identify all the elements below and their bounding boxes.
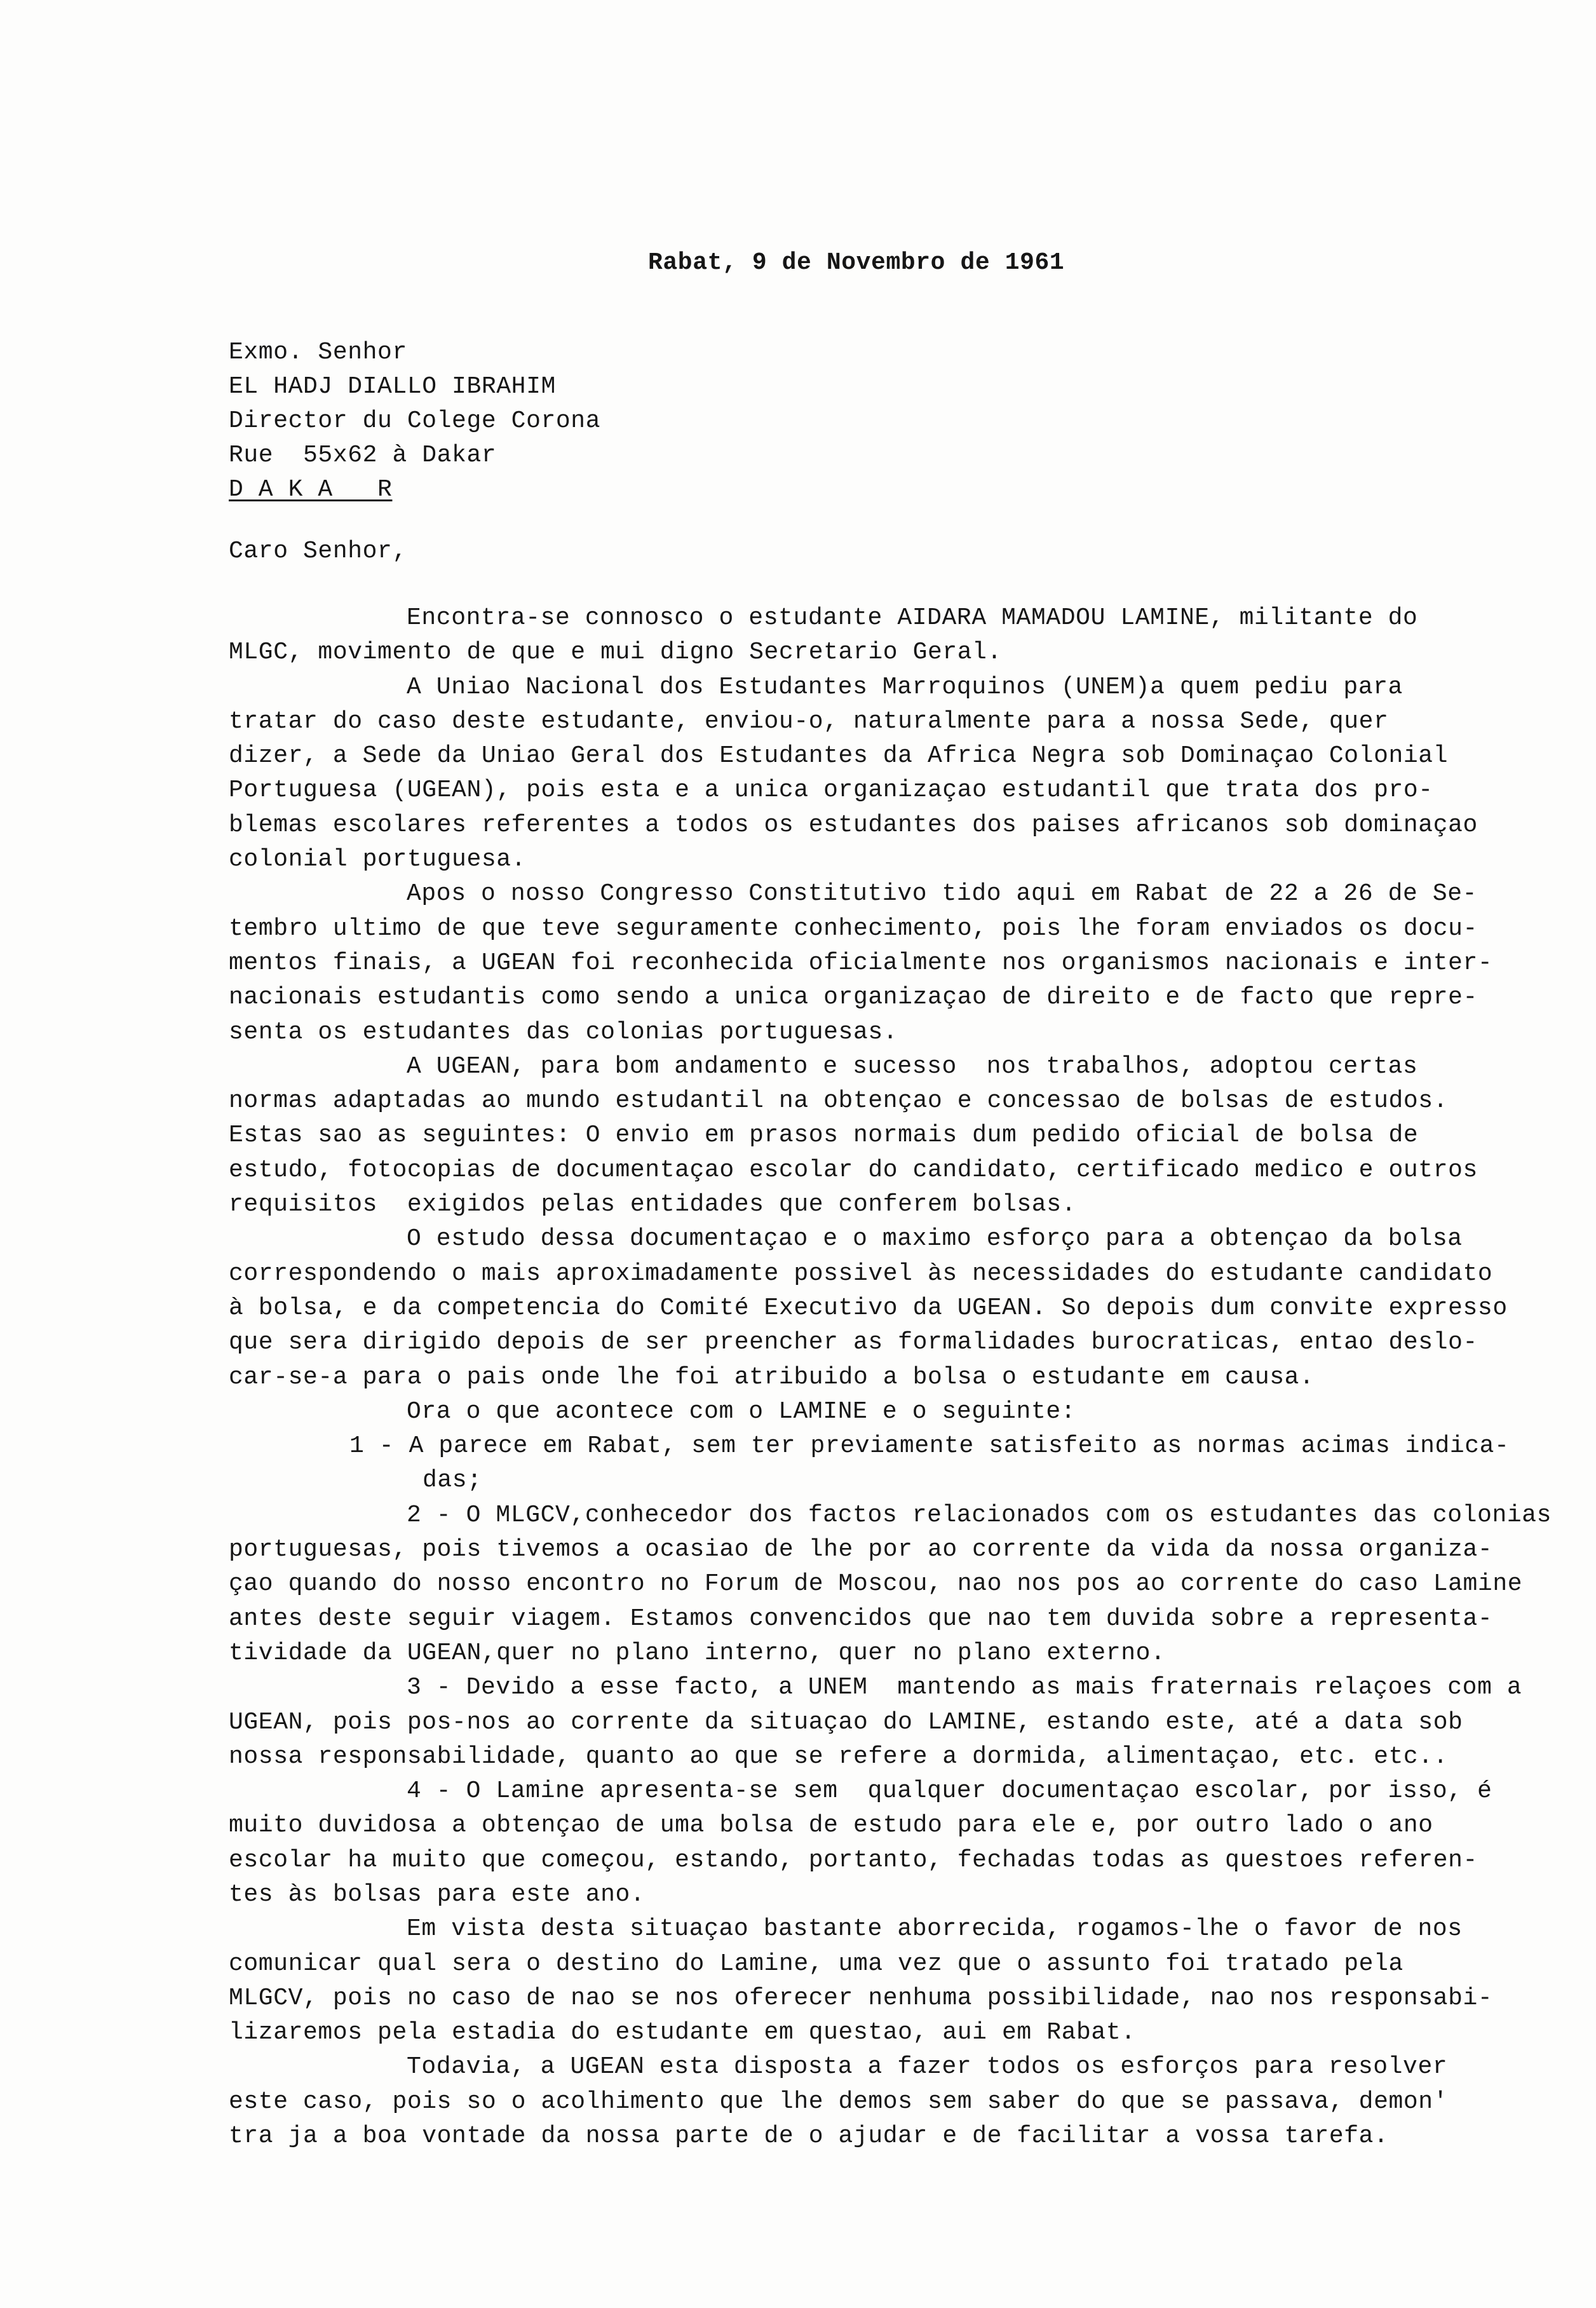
letter-body bbox=[229, 601, 1576, 2154]
body-line: MLGCV, pois no caso de nao se nos oferecer nenhuma possibilidade, nao nos responsabi- bbox=[229, 1984, 1493, 2012]
body-line: escolar ha muito que começou, estando, portanto, fechadas todas as questoes referen- bbox=[229, 1846, 1478, 1874]
address-line: Exmo. Senhor bbox=[229, 339, 407, 366]
body-line: correspondendo o mais aproximadamente possivel às necessidades do estudante candidato bbox=[229, 1259, 1493, 1287]
body-line: mentos finais, a UGEAN foi reconhecida oficialmente nos organismos nacionais e inter- bbox=[229, 949, 1493, 977]
numbered-item: 2 - O MLGCV,conhecedor dos factos relacionados com os estudantes das colonias bbox=[407, 1501, 1552, 1529]
body-line: lizaremos pela estadia do estudante em questao, aui em Rabat. bbox=[229, 2019, 1136, 2047]
body-line: çao quando do nosso encontro no Forum de Moscou, nao nos pos ao corrente do caso Lamine bbox=[229, 1570, 1523, 1598]
body-line: colonial portuguesa. bbox=[229, 846, 527, 874]
address-line: Director du Colege Corona bbox=[229, 407, 601, 435]
body-line: comunicar qual sera o destino do Lamine, uma vez que o assunto foi tratado pela bbox=[229, 1950, 1403, 1978]
body-line: estudo, fotocopias de documentaçao escolar do candidato, certificado medico e outros bbox=[229, 1156, 1478, 1184]
body-line: A Uniao Nacional dos Estudantes Marroquinos (UNEM)a quem pediu para bbox=[407, 673, 1403, 701]
body-line: Todavia, a UGEAN esta disposta a fazer todos os esforços para resolver bbox=[407, 2053, 1448, 2081]
body-line: Encontra-se connosco o estudante AIDARA MAMADOU LAMINE, militante do bbox=[407, 604, 1418, 632]
body-line: car-se-a para o pais onde lhe foi atribuido a bolsa o estudante em causa. bbox=[229, 1363, 1315, 1391]
body-line: dizer, a Sede da Uniao Geral dos Estudantes da Africa Negra sob Dominaçao Colonial bbox=[229, 742, 1449, 770]
body-line: Em vista desta situaçao bastante aborrecida, rogamos-lhe o favor de nos bbox=[407, 1915, 1463, 1943]
body-line: A UGEAN, para bom andamento e sucesso nos trabalhos, adoptou certas bbox=[407, 1052, 1418, 1080]
body-line: blemas escolares referentes a todos os estudantes dos paises africanos sob dominaçao bbox=[229, 811, 1478, 839]
salutation: Caro Senhor, bbox=[229, 538, 407, 565]
body-line: MLGC, movimento de que e mui digno Secretario Geral. bbox=[229, 639, 1002, 667]
body-line: muito duvidosa a obtençao de uma bolsa de estudo para ele e, por outro lado o ano bbox=[229, 1812, 1433, 1840]
body-line: das; bbox=[423, 1467, 482, 1495]
body-line: normas adaptadas ao mundo estudantil na obtençao e concessao de bolsas de estudos. bbox=[229, 1087, 1449, 1115]
body-line: O estudo dessa documentaçao e o maximo esforço para a obtençao da bolsa bbox=[407, 1225, 1463, 1253]
address-line: EL HADJ DIALLO IBRAHIM bbox=[229, 373, 556, 400]
body-line: Ora o que acontece com o LAMINE e o seguinte: bbox=[407, 1397, 1076, 1425]
body-line: que sera dirigido depois de ser preencher as formalidades burocraticas, entao deslo- bbox=[229, 1329, 1478, 1357]
letter-date: Rabat, 9 de Novembro de 1961 bbox=[648, 249, 1065, 276]
body-line: tratar do caso deste estudante, enviou-o, naturalmente para a nossa Sede, quer bbox=[229, 707, 1389, 735]
address-line: Rue 55x62 à Dakar bbox=[229, 442, 497, 469]
body-line: tembro ultimo de que teve seguramente conhecimento, pois lhe foram enviados os docu- bbox=[229, 914, 1478, 942]
body-line: requisitos exigidos pelas entidades que conferem bolsas. bbox=[229, 1191, 1077, 1219]
body-line: senta os estudantes das colonias portuguesas. bbox=[229, 1018, 898, 1046]
body-line: tividade da UGEAN,quer no plano interno, quer no plano externo. bbox=[229, 1639, 1166, 1667]
body-line: Apos o nosso Congresso Constitutivo tido aqui em Rabat de 22 a 26 de Se- bbox=[407, 880, 1478, 908]
body-line: Estas sao as seguintes: O envio em prasos normais dum pedido oficial de bolsa de bbox=[229, 1122, 1419, 1150]
body-line: Portuguesa (UGEAN), pois esta e a unica organizaçao estudantil que trata dos pro- bbox=[229, 777, 1433, 804]
numbered-item: 1 - A parece em Rabat, sem ter previamente satisfeito as normas acimas indica- bbox=[349, 1432, 1510, 1460]
body-line: este caso, pois so o acolhimento que lhe demos sem saber do que se passava, demon' bbox=[229, 2087, 1449, 2115]
recipient-address bbox=[229, 336, 600, 507]
numbered-item: 3 - Devido a esse facto, a UNEM mantendo as mais fraternais relaçoes com a bbox=[407, 1674, 1522, 1702]
body-line: portuguesas, pois tivemos a ocasiao de lhe por ao corrente da vida da nossa organiza- bbox=[229, 1536, 1493, 1564]
body-line: UGEAN, pois pos-nos ao corrente da situaçao do LAMINE, estando este, até a data sob bbox=[229, 1708, 1463, 1736]
body-line: nossa responsabilidade, quanto ao que se refere a dormida, alimentaçao, etc. etc.. bbox=[229, 1742, 1449, 1770]
body-line: antes deste seguir viagem. Estamos convencidos que nao tem duvida sobre a representa- bbox=[229, 1605, 1493, 1633]
address-city: D A K A R bbox=[229, 476, 393, 503]
body-line: tes às bolsas para este ano. bbox=[229, 1880, 646, 1908]
body-line: nacionais estudantis como sendo a unica organizaçao de direito e de facto que repre- bbox=[229, 984, 1478, 1012]
body-line: à bolsa, e da competencia do Comité Executivo da UGEAN. So depois dum convite expresso bbox=[229, 1294, 1508, 1322]
body-line: tra ja a boa vontade da nossa parte de o ajudar e de facilitar a vossa tarefa. bbox=[229, 2122, 1389, 2150]
numbered-item: 4 - O Lamine apresenta-se sem qualquer documentaçao escolar, por isso, é bbox=[407, 1777, 1492, 1805]
